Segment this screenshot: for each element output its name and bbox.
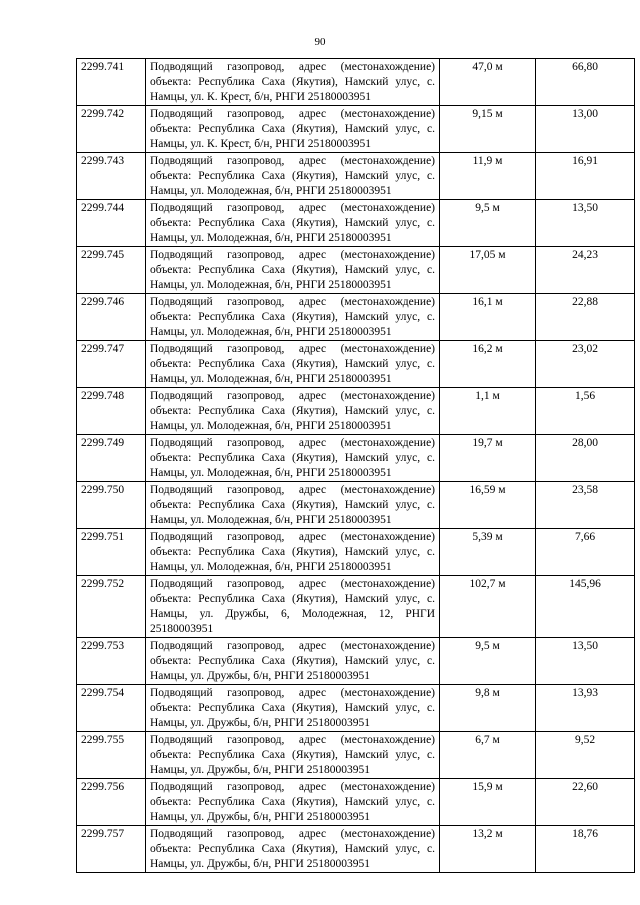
row-number-cell: 2299.755: [77, 732, 146, 779]
object-description-cell: Подводящий газопровод, адрес (местонахождение) объекта: Республика Саха (Якутия), Намский улус, с. Намцы, ул. Дружбы, б/н, РНГИ 25180003951: [146, 826, 440, 873]
object-description-cell: Подводящий газопровод, адрес (местонахождение) объекта: Республика Саха (Якутия), Намский улус, с. Намцы, ул. Дружбы, б/н, РНГИ 25180003951: [146, 732, 440, 779]
row-number-cell: 2299.757: [77, 826, 146, 873]
length-cell: 15,9 м: [440, 779, 536, 826]
table-row: [77, 779, 635, 826]
row-number-cell: 2299.756: [77, 779, 146, 826]
row-number-cell: 2299.752: [77, 576, 146, 638]
value-cell: 66,80: [536, 59, 635, 106]
length-cell: 5,39 м: [440, 529, 536, 576]
row-number-cell: 2299.749: [77, 435, 146, 482]
row-number-cell: 2299.754: [77, 685, 146, 732]
table-row: [77, 685, 635, 732]
value-cell: 22,88: [536, 294, 635, 341]
length-cell: 16,2 м: [440, 341, 536, 388]
row-number-cell: 2299.741: [77, 59, 146, 106]
table-row: [77, 247, 635, 294]
value-cell: 28,00: [536, 435, 635, 482]
length-cell: 102,7 м: [440, 576, 536, 638]
row-number-cell: 2299.744: [77, 200, 146, 247]
table-row: [77, 294, 635, 341]
object-description-cell: Подводящий газопровод, адрес (местонахождение) объекта: Республика Саха (Якутия), Намский улус, с. Намцы, ул. Молодежная, б/н, РНГИ 25180003951: [146, 388, 440, 435]
length-cell: 9,15 м: [440, 106, 536, 153]
table-row: [77, 435, 635, 482]
length-cell: 47,0 м: [440, 59, 536, 106]
value-cell: 13,50: [536, 638, 635, 685]
object-description-cell: Подводящий газопровод, адрес (местонахождение) объекта: Республика Саха (Якутия), Намский улус, с. Намцы, ул. Молодежная, б/н, РНГИ 25180003951: [146, 294, 440, 341]
object-description-cell: Подводящий газопровод, адрес (местонахождение) объекта: Республика Саха (Якутия), Намский улус, с. Намцы, ул. Молодежная, б/н, РНГИ 25180003951: [146, 482, 440, 529]
table-row: [77, 638, 635, 685]
object-description-cell: Подводящий газопровод, адрес (местонахождение) объекта: Республика Саха (Якутия), Намский улус, с. Намцы, ул. К. Крест, б/н, РНГИ 25180003951: [146, 59, 440, 106]
registry-table-body: [77, 59, 635, 873]
row-number-cell: 2299.742: [77, 106, 146, 153]
object-description-cell: Подводящий газопровод, адрес (местонахождение) объекта: Республика Саха (Якутия), Намский улус, с. Намцы, ул. Молодежная, б/н, РНГИ 25180003951: [146, 435, 440, 482]
length-cell: 13,2 м: [440, 826, 536, 873]
object-description-cell: Подводящий газопровод, адрес (местонахождение) объекта: Республика Саха (Якутия), Намский улус, с. Намцы, ул. Дружбы, б/н, РНГИ 25180003951: [146, 685, 440, 732]
registry-table: [76, 58, 635, 873]
length-cell: 6,7 м: [440, 732, 536, 779]
value-cell: 1,56: [536, 388, 635, 435]
table-row: [77, 826, 635, 873]
value-cell: 18,76: [536, 826, 635, 873]
object-description-cell: Подводящий газопровод, адрес (местонахождение) объекта: Республика Саха (Якутия), Намский улус, с. Намцы, ул. Дружбы, 6, Молодежная, 12, РНГИ 25180003951: [146, 576, 440, 638]
length-cell: 19,7 м: [440, 435, 536, 482]
length-cell: 1,1 м: [440, 388, 536, 435]
object-description-cell: Подводящий газопровод, адрес (местонахождение) объекта: Республика Саха (Якутия), Намский улус, с. Намцы, ул. Дружбы, б/н, РНГИ 25180003951: [146, 779, 440, 826]
length-cell: 16,59 м: [440, 482, 536, 529]
object-description-cell: Подводящий газопровод, адрес (местонахождение) объекта: Республика Саха (Якутия), Намский улус, с. Намцы, ул. Молодежная, б/н, РНГИ 25180003951: [146, 153, 440, 200]
table-row: [77, 732, 635, 779]
table-row: [77, 153, 635, 200]
object-description-cell: Подводящий газопровод, адрес (местонахождение) объекта: Республика Саха (Якутия), Намский улус, с. Намцы, ул. К. Крест, б/н, РНГИ 25180003951: [146, 106, 440, 153]
object-description-cell: Подводящий газопровод, адрес (местонахождение) объекта: Республика Саха (Якутия), Намский улус, с. Намцы, ул. Молодежная, б/н, РНГИ 25180003951: [146, 247, 440, 294]
table-row: [77, 200, 635, 247]
row-number-cell: 2299.747: [77, 341, 146, 388]
row-number-cell: 2299.743: [77, 153, 146, 200]
page-number: 90: [314, 36, 326, 48]
value-cell: 7,66: [536, 529, 635, 576]
row-number-cell: 2299.753: [77, 638, 146, 685]
length-cell: 9,5 м: [440, 200, 536, 247]
table-row: [77, 576, 635, 638]
row-number-cell: 2299.745: [77, 247, 146, 294]
row-number-cell: 2299.751: [77, 529, 146, 576]
object-description-cell: Подводящий газопровод, адрес (местонахождение) объекта: Республика Саха (Якутия), Намский улус, с. Намцы, ул. Дружбы, б/н, РНГИ 25180003951: [146, 638, 440, 685]
value-cell: 145,96: [536, 576, 635, 638]
object-description-cell: Подводящий газопровод, адрес (местонахождение) объекта: Республика Саха (Якутия), Намский улус, с. Намцы, ул. Молодежная, б/н, РНГИ 25180003951: [146, 341, 440, 388]
table-row: [77, 482, 635, 529]
length-cell: 17,05 м: [440, 247, 536, 294]
row-number-cell: 2299.748: [77, 388, 146, 435]
table-row: [77, 341, 635, 388]
value-cell: 9,52: [536, 732, 635, 779]
value-cell: 13,00: [536, 106, 635, 153]
row-number-cell: 2299.750: [77, 482, 146, 529]
value-cell: 23,02: [536, 341, 635, 388]
value-cell: 16,91: [536, 153, 635, 200]
row-number-cell: 2299.746: [77, 294, 146, 341]
object-description-cell: Подводящий газопровод, адрес (местонахождение) объекта: Республика Саха (Якутия), Намский улус, с. Намцы, ул. Молодежная, б/н, РНГИ 25180003951: [146, 200, 440, 247]
table-row: [77, 106, 635, 153]
length-cell: 9,8 м: [440, 685, 536, 732]
table-row: [77, 388, 635, 435]
value-cell: 24,23: [536, 247, 635, 294]
value-cell: 22,60: [536, 779, 635, 826]
length-cell: 9,5 м: [440, 638, 536, 685]
value-cell: 13,50: [536, 200, 635, 247]
value-cell: 23,58: [536, 482, 635, 529]
length-cell: 11,9 м: [440, 153, 536, 200]
value-cell: 13,93: [536, 685, 635, 732]
table-row: [77, 529, 635, 576]
table-row: [77, 59, 635, 106]
length-cell: 16,1 м: [440, 294, 536, 341]
object-description-cell: Подводящий газопровод, адрес (местонахождение) объекта: Республика Саха (Якутия), Намский улус, с. Намцы, ул. Молодежная, б/н, РНГИ 25180003951: [146, 529, 440, 576]
